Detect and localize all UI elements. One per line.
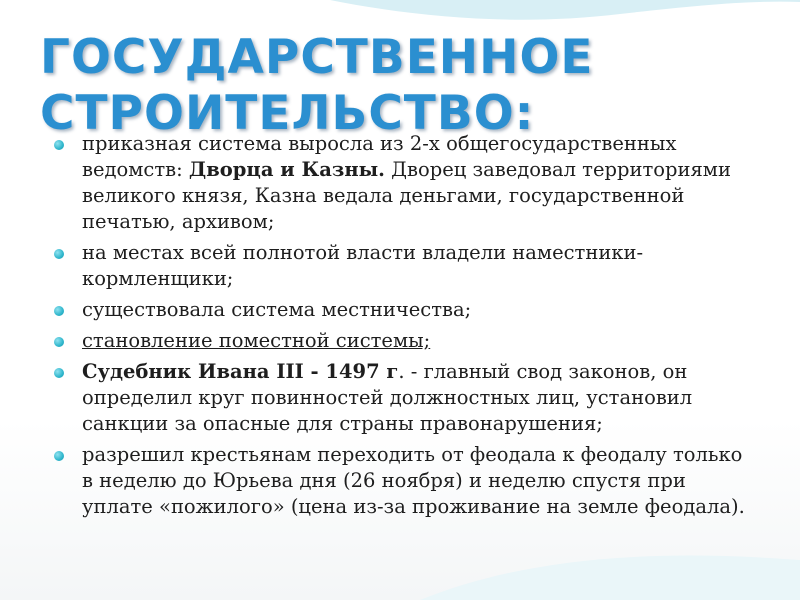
bullet-dot-icon [54, 368, 64, 378]
swoosh-bottom [420, 556, 800, 600]
bullet-dot-icon [54, 337, 64, 347]
bullet-text: Судебник Ивана III - [82, 360, 326, 383]
bullet-text: становление поместной системы; [82, 329, 431, 352]
bullet-text: приказная система выросла из 2-х общегосударственных ведомств: [82, 132, 677, 181]
swoosh-top [330, 0, 800, 20]
slide-title: ГОСУДАРСТВЕННОЕ СТРОИТЕЛЬСТВО: [40, 30, 594, 141]
bullet-dot-icon [54, 306, 64, 316]
bullet-text: разрешил крестьянам переходить от феодала к феодалу только в неделю до Юрьева дня (26 ноября) и неделю спустя при уплате «пожилого» (цена из-за проживание на земле феодала). [82, 443, 745, 518]
bullet-item [50, 359, 750, 437]
bullet-item [50, 328, 750, 354]
bullet-text: 1497 г [325, 360, 399, 383]
bullet-dot-icon [54, 451, 64, 461]
bullet-item [50, 297, 750, 323]
bullet-item [50, 131, 750, 235]
bullet-item [50, 240, 750, 292]
bullet-list [50, 131, 750, 525]
bullet-item [50, 442, 750, 520]
bullet-text: Дворца и Казны. [188, 158, 385, 181]
bullet-text: Дворец заведовал территориями великого князя, Казна ведала деньгами, государственной печатью, архивом; [82, 158, 731, 233]
bullet-text: существовала система местничества; [82, 298, 472, 321]
bullet-dot-icon [54, 249, 64, 259]
bullet-text: . - главный свод законов, он определил круг повинностей должностных лиц, установил санкции за опасные для страны правонарушения; [82, 360, 693, 435]
bullet-text: на местах всей полнотой власти владели наместники-кормленщики; [82, 241, 644, 290]
